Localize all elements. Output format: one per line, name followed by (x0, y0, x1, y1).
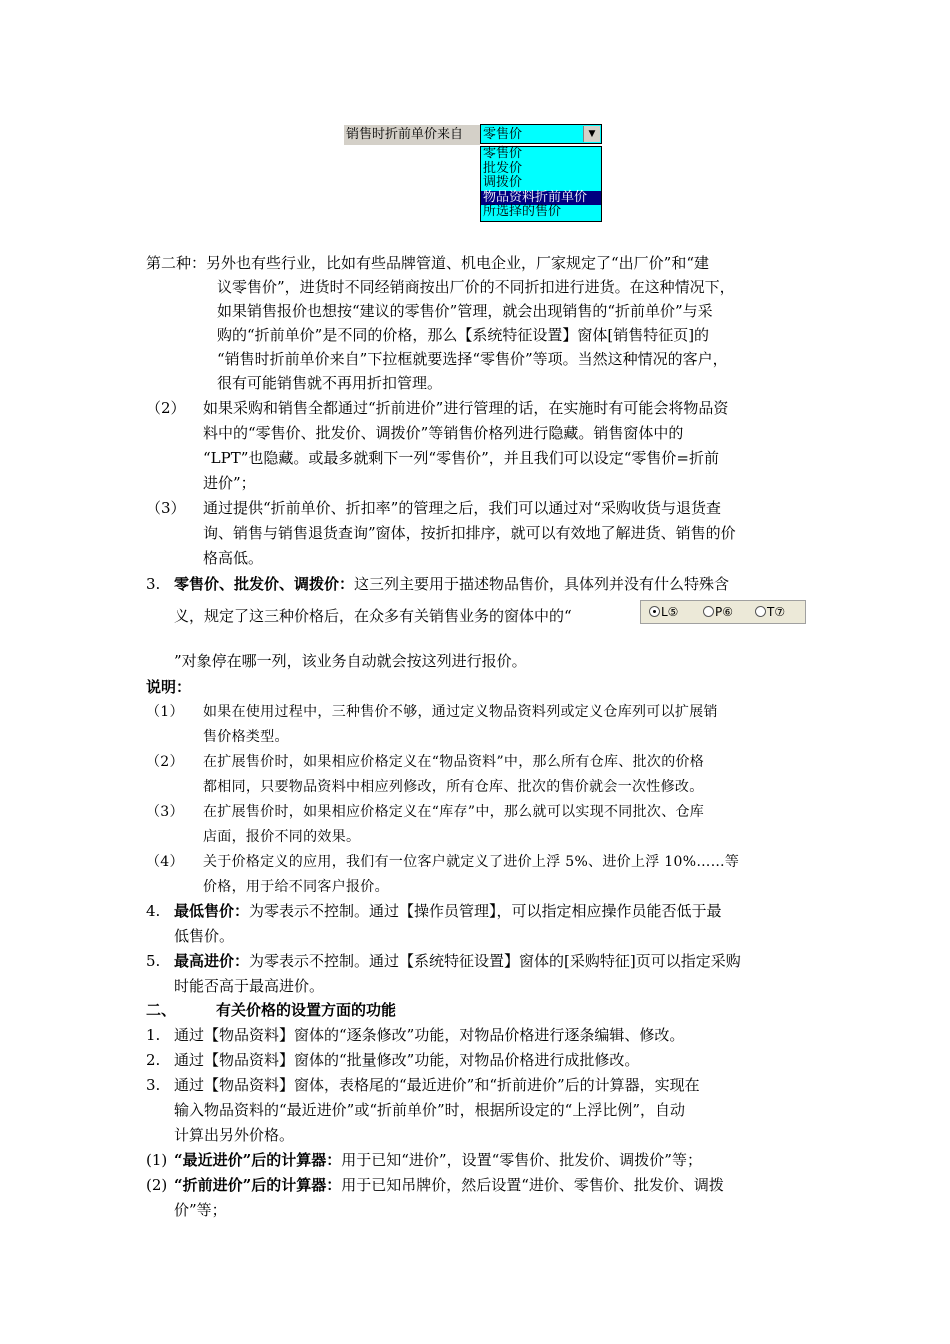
paragraph-line: 低售价。 (174, 927, 235, 945)
paragraph-text: 用于已知吊牌价，然后设置“进价、零售价、批发价、调拨 (341, 1176, 724, 1194)
dropdown-label: 销售时折前单价来自 (344, 125, 480, 145)
paragraph-line: “LPT”也隐藏。或最多就剩下一列“零售价”，并且我们可以设定“零售价=折前 (203, 449, 719, 467)
item-number: （3） (146, 804, 184, 820)
radio-option-p[interactable] (703, 605, 733, 620)
paragraph-line: 通过【物品资料】窗体的“批量修改”功能，对物品价格进行成批修改。 (174, 1051, 640, 1069)
paragraph-line-with-heading (174, 900, 722, 922)
select-value: 零售价 (483, 127, 523, 142)
paragraph-line: 料中的“零售价、批发价、调拨价”等销售价格列进行隐藏。销售窗体中的 (203, 424, 684, 442)
chevron-down-icon[interactable]: ▼ (583, 126, 600, 142)
paragraph-line: 价”等； (174, 1201, 227, 1219)
paragraph-line: 进价”； (203, 474, 256, 492)
paragraph-line-with-heading (174, 1149, 702, 1171)
item-number: 2. (146, 1051, 161, 1069)
paragraph-line: 在扩展售价时，如果相应价格定义在“库存”中，那么就可以实现不同批次、仓库 (203, 804, 705, 820)
section-label: 说明： (146, 678, 192, 696)
discount-price-source-select[interactable] (480, 124, 602, 144)
paragraph-line: 价格，用于给不同客户报价。 (203, 879, 389, 895)
dropdown-options-list (480, 146, 602, 222)
item-number: （2） (146, 754, 184, 770)
paragraph-line-with-heading (174, 573, 729, 595)
paragraph-line: 很有可能销售就不再用折扣管理。 (217, 374, 443, 392)
heading-inline: 最高进价： (174, 952, 250, 970)
paragraph-line: 通过【物品资料】窗体的“逐条修改”功能，对物品价格进行逐条编辑、修改。 (174, 1026, 685, 1044)
dropdown-option-highlighted[interactable]: 物品资料折前单价 (481, 191, 601, 206)
paragraph-line: 义，规定了这三种价格后，在众多有关销售业务的窗体中的“ (174, 607, 572, 625)
paragraph-line: 店面，报价不同的效果。 (203, 829, 361, 845)
heading-inline: “折前进价”后的计算器： (174, 1176, 342, 1194)
paragraph-line: 询、销售与销售退货查询”窗体，按折扣排序，就可以有效地了解进货、销售的价 (203, 524, 736, 542)
paragraph-line: 售价格类型。 (203, 729, 289, 745)
item-number: (2) (146, 1176, 168, 1194)
item-number: 4. (146, 902, 161, 920)
radio-label: L⑤ (661, 605, 679, 619)
item-number: （4） (146, 854, 184, 870)
dropdown-option[interactable]: 调拨价 (483, 175, 523, 190)
paragraph-line: 第二种：另外也有些行业，比如有些品牌管道、机电企业，厂家规定了“出厂价”和“建 (146, 254, 710, 272)
item-number: （3） (146, 499, 186, 517)
paragraph-line: 通过【物品资料】窗体，表格尾的“最近进价”和“折前进价”后的计算器，实现在 (174, 1076, 700, 1094)
section-heading: 有关价格的设置方面的功能 (216, 1001, 397, 1019)
paragraph-line: 如果销售报价也想按“建议的零售价”管理，就会出现销售的“折前单价”与采 (217, 302, 713, 320)
paragraph-line: 计算出另外价格。 (174, 1126, 295, 1144)
item-number: 3. (146, 1076, 161, 1094)
heading-inline: 最低售价： (174, 902, 250, 920)
radio-option-t[interactable] (755, 605, 785, 620)
item-number: （2） (146, 399, 186, 417)
radio-label: T⑦ (767, 605, 786, 619)
paragraph-line: 时能否高于最高进价。 (174, 977, 325, 995)
paragraph-line: 购的“折前单价”是不同的价格，那么【系统特征设置】窗体[销售特征页]的 (217, 326, 710, 344)
paragraph-line: “销售时折前单价来自”下拉框就要选择“零售价”等项。当然这种情况的客户， (217, 350, 728, 368)
item-number: 1. (146, 1026, 161, 1044)
paragraph-line: 如果在使用过程中，三种售价不够，通过定义物品资料列或定义仓库列可以扩展销 (203, 704, 718, 720)
paragraph-text: 用于已知“进价”，设置“零售价、批发价、调拨价”等； (341, 1151, 702, 1169)
lpt-radio-group (640, 600, 806, 624)
item-number: (1) (146, 1151, 168, 1169)
paragraph-line: ”对象停在哪一列，该业务自动就会按这列进行报价。 (174, 652, 527, 670)
paragraph-line: 通过提供“折前单价、折扣率”的管理之后，我们可以通过对“采购收货与退货查 (203, 499, 722, 517)
paragraph-line: 都相同，只要物品资料中相应列修改，所有仓库、批次的售价就会一次性修改。 (203, 779, 704, 795)
section-number: 二、 (146, 1001, 177, 1019)
radio-checked-icon (649, 606, 660, 617)
radio-option-l[interactable] (649, 605, 678, 620)
dropdown-option[interactable]: 所选择的售价 (483, 204, 562, 219)
item-number: 3. (146, 575, 161, 593)
dropdown-option[interactable]: 零售价 (483, 146, 523, 161)
paragraph-text: 为零表示不控制。通过【操作员管理】，可以指定相应操作员能否低于最 (249, 902, 722, 920)
paragraph-line: 如果采购和销售全都通过“折前进价”进行管理的话，在实施时有可能会将物品资 (203, 399, 729, 417)
paragraph-text: 这三列主要用于描述物品售价，具体列并没有什么特殊含 (354, 575, 730, 593)
heading-inline: 零售价、批发价、调拨价： (174, 575, 355, 593)
paragraph-text: 为零表示不控制。通过【系统特征设置】窗体的[采购特征]页可以指定采购 (249, 952, 741, 970)
paragraph-line: 在扩展售价时，如果相应价格定义在“物品资料”中，那么所有仓库、批次的价格 (203, 754, 705, 770)
paragraph-line: 格高低。 (203, 549, 264, 567)
paragraph-line: 议零售价”，进货时不同经销商按出厂价的不同折扣进行进货。在这种情况下， (217, 278, 735, 296)
item-number: 5. (146, 952, 161, 970)
paragraph-line-with-heading (174, 1174, 724, 1196)
radio-unchecked-icon (703, 606, 714, 617)
dropdown-option[interactable]: 批发价 (483, 160, 523, 176)
paragraph-line: 关于价格定义的应用，我们有一位客户就定义了进价上浮 5%、进价上浮 10%……等 (203, 854, 740, 870)
item-number: （1） (146, 704, 184, 720)
heading-inline: “最近进价”后的计算器： (174, 1151, 342, 1169)
radio-label: P⑥ (715, 605, 733, 619)
radio-unchecked-icon (755, 606, 766, 617)
paragraph-line: 输入物品资料的“最近进价”或“折前单价”时，根据所设定的“上浮比例”，自动 (174, 1101, 686, 1119)
paragraph-line-with-heading (174, 950, 741, 972)
